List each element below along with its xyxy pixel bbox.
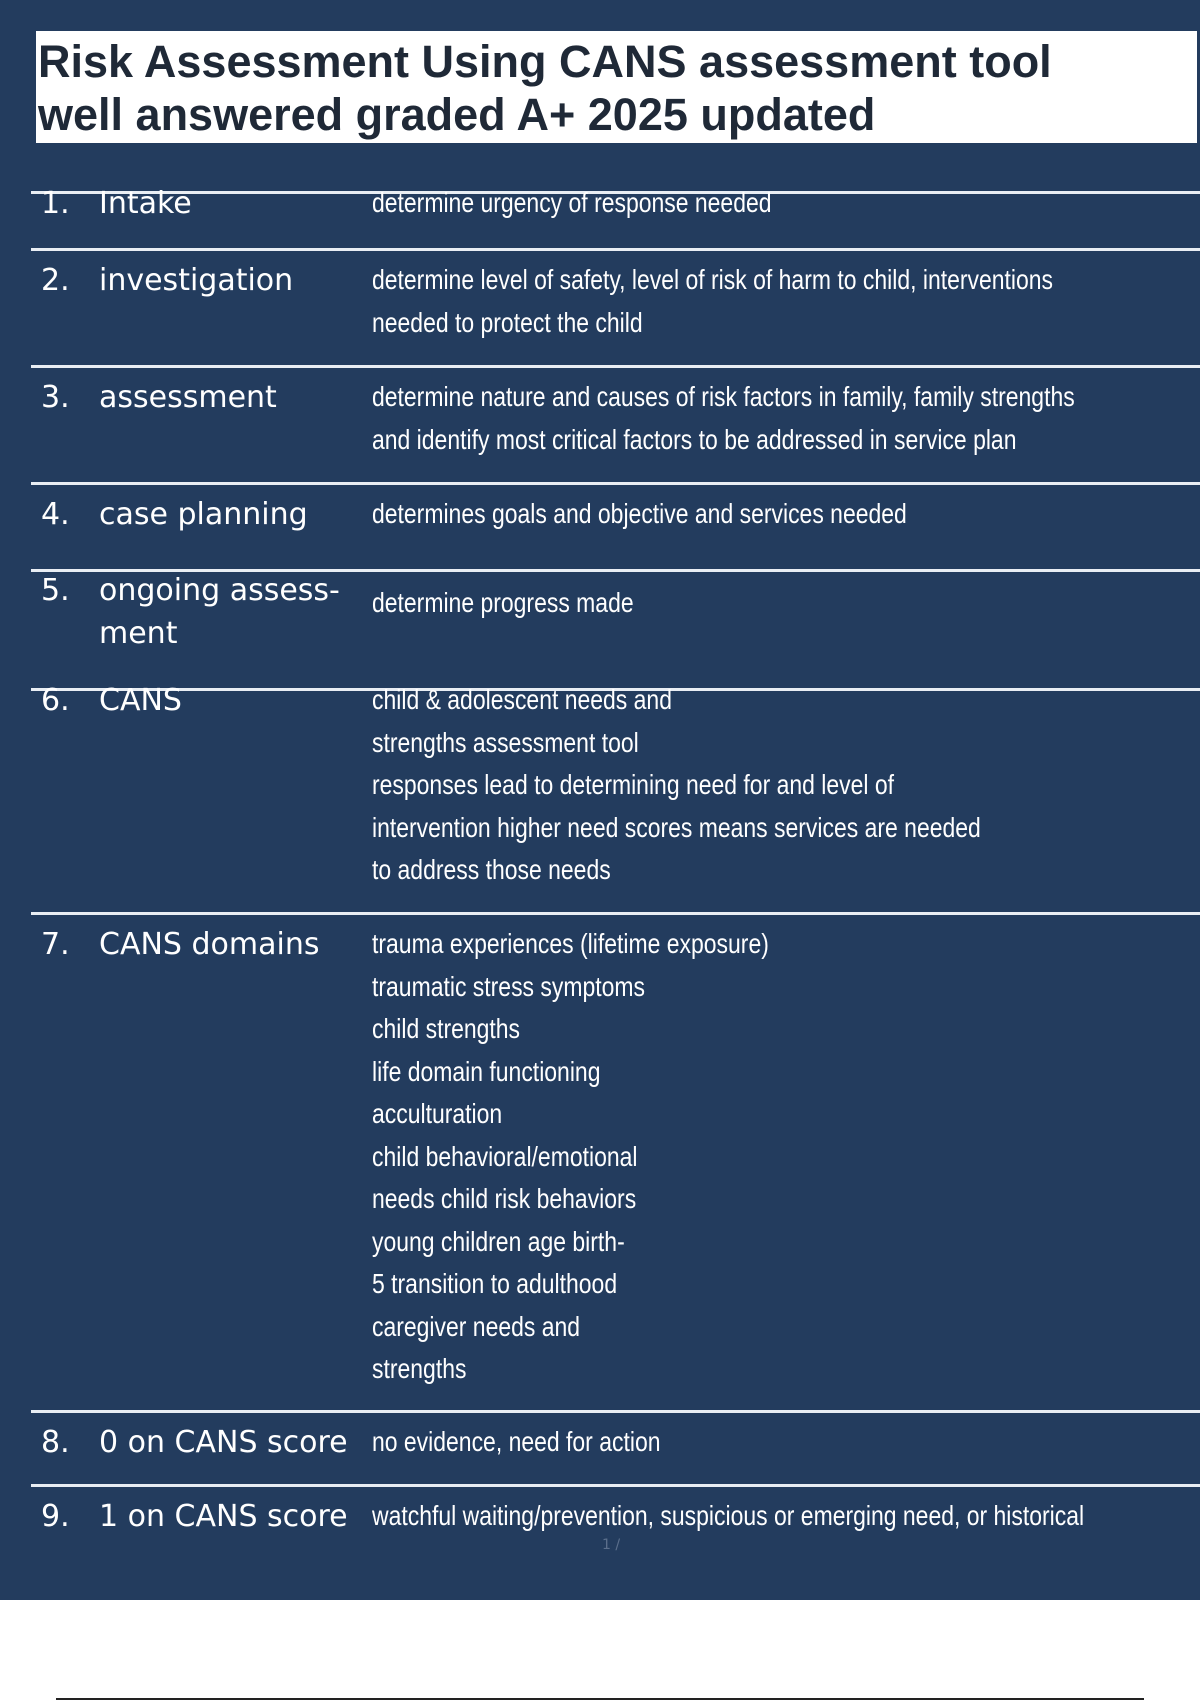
definition-line: young children age birth- xyxy=(372,1225,625,1257)
list-row xyxy=(31,912,1200,1410)
row-definition xyxy=(372,1421,1200,1464)
definition-line: determines goals and objective and services needed xyxy=(372,498,907,529)
definition-line: to address those needs xyxy=(372,854,611,885)
definition-line: life domain functioning xyxy=(372,1055,601,1087)
list-row xyxy=(31,248,1200,365)
row-definition xyxy=(372,679,1200,892)
row-number: 5. xyxy=(41,573,70,608)
list-row xyxy=(31,482,1200,569)
list-row xyxy=(31,1410,1200,1484)
row-term: Intake xyxy=(99,186,192,221)
row-term: CANS xyxy=(99,683,182,718)
definition-line: determine progress made xyxy=(372,587,634,618)
row-term: assessment xyxy=(99,380,277,415)
definition-line: no evidence, need for action xyxy=(372,1426,661,1457)
definition-line: responses lead to determining need for and level of xyxy=(372,769,895,800)
definition-line: traumatic stress symptoms xyxy=(372,970,646,1002)
definition-line: child & adolescent needs and xyxy=(372,684,672,715)
definition-line: child strengths xyxy=(372,1013,521,1044)
row-term: case planning xyxy=(99,497,308,532)
definition-line: child behavioral/emotional xyxy=(372,1140,638,1172)
row-definition xyxy=(372,259,1200,344)
definition-line: caregiver needs and xyxy=(372,1310,581,1342)
definition-line: determine urgency of response needed xyxy=(372,187,772,218)
list-row xyxy=(31,186,1200,248)
definition-line: strengths xyxy=(372,1353,467,1384)
row-definition xyxy=(372,1495,1200,1538)
row-term: 1 on CANS score xyxy=(99,1499,348,1534)
definition-line: watchful waiting/prevention, suspicious or emerging need, or historical xyxy=(372,1500,1085,1531)
row-definition xyxy=(372,376,1200,461)
title-line-2: well answered graded A+ 2025 updated xyxy=(38,89,876,140)
row-definition xyxy=(372,493,1200,536)
list-row xyxy=(31,569,1200,688)
title-line-1: Risk Assessment Using CANS assessment tool xyxy=(38,36,1052,87)
row-definition xyxy=(372,182,1200,225)
page-number: 1 / xyxy=(602,1537,621,1553)
definition-line: and identify most critical factors to be addressed in service plan xyxy=(372,423,1017,455)
definition-line: acculturation xyxy=(372,1098,503,1129)
definition-line: intervention higher need scores means services are needed xyxy=(372,811,981,843)
row-definition xyxy=(372,582,1200,625)
row-definition xyxy=(372,923,1200,1391)
list-row xyxy=(31,365,1200,482)
row-number: 7. xyxy=(41,927,70,962)
definition-line: determine level of safety, level of risk of harm to child, interventions xyxy=(372,264,1054,295)
definition-line: strengths assessment tool xyxy=(372,726,639,758)
title-box xyxy=(36,31,1197,143)
definition-line: 5 transition to adulthood xyxy=(372,1268,618,1299)
term-definition-list xyxy=(31,186,1200,1564)
row-number: 8. xyxy=(41,1425,70,1460)
row-number: 2. xyxy=(41,263,70,298)
definition-line: needs child risk behaviors xyxy=(372,1183,637,1214)
row-number: 3. xyxy=(41,380,70,415)
row-term: CANS domains xyxy=(99,927,320,962)
definition-line: determine nature and causes of risk factors in family, family strengths xyxy=(372,381,1075,412)
row-number: 6. xyxy=(41,683,70,718)
definition-line: needed to protect the child xyxy=(372,306,643,338)
row-term: ongoing assess- ment xyxy=(99,573,340,651)
row-term: investigation xyxy=(99,263,294,298)
list-row xyxy=(31,683,1200,912)
row-number: 1. xyxy=(41,186,70,221)
row-number: 4. xyxy=(41,497,70,532)
definition-line: trauma experiences (lifetime exposure) xyxy=(372,928,769,959)
row-term: 0 on CANS score xyxy=(99,1425,348,1460)
row-number: 9. xyxy=(41,1499,70,1534)
